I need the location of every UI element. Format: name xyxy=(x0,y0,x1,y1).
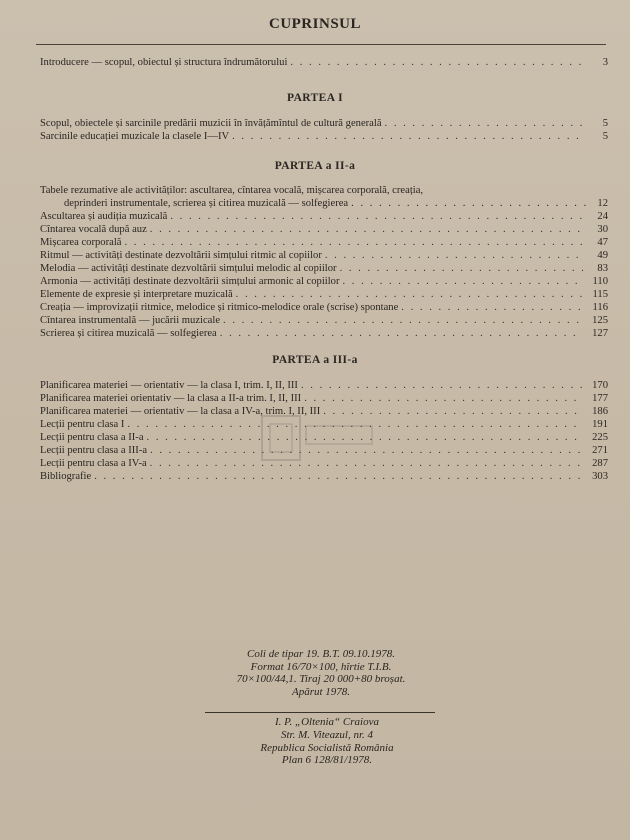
toc-entry-text: Cîntarea instrumentală — jucării muzicale xyxy=(40,315,221,326)
toc-entry-page: 110 xyxy=(592,276,608,287)
dot-leader xyxy=(343,275,584,288)
toc-entry-text: Creația — improvizații ritmice, melodice și ritmico-melodice orale (scrise) spontane xyxy=(40,302,399,313)
toc-entry-page: 177 xyxy=(592,393,608,404)
dot-leader xyxy=(223,314,583,327)
toc-entry-tables xyxy=(40,184,608,210)
toc-entry-page: 127 xyxy=(592,328,608,339)
toc-entry-page: 271 xyxy=(592,445,608,456)
toc-entry-text: Scopul, obiectele și sarcinile predării muzicii în învățămîntul de cultură generală xyxy=(40,118,382,129)
toc-entry-page: 49 xyxy=(597,250,608,261)
toc-entry xyxy=(40,236,608,249)
toc-entry-page: 303 xyxy=(592,471,608,482)
toc-entry-page: 115 xyxy=(592,289,608,300)
toc-entry-text: Bibliografie xyxy=(40,471,92,482)
dot-leader xyxy=(401,301,583,314)
toc-entry-text: Lecții pentru clasa a II-a xyxy=(40,432,144,443)
toc-entry-text: Planificarea materiei — orientativ — la clasa I, trim. I, II, III xyxy=(40,380,298,391)
dot-leader xyxy=(301,379,583,392)
imprint-line: I. P. „Oltenia“ Craiova xyxy=(274,716,379,728)
colophon-line: 70×100/44,1. Tiraj 20 000+80 broșat. xyxy=(236,673,406,686)
toc-entry-page: 12 xyxy=(597,198,608,209)
part-heading-2: PARTEA a II-a xyxy=(274,160,356,172)
toc-entry-page: 225 xyxy=(592,432,608,443)
toc-entry-text: Scrierea și citirea muzicală — solfegierea xyxy=(40,328,217,339)
colophon-line: Format 16/70×100, hîrtie T.I.B. xyxy=(250,660,392,673)
watermark-stamp xyxy=(258,410,378,466)
dot-leader xyxy=(325,249,583,262)
toc-entry-text: Mișcarea corporală xyxy=(40,237,122,248)
imprint-line: Str. M. Viteazul, nr. 4 xyxy=(280,728,374,741)
toc-entry xyxy=(40,262,608,275)
toc-entry xyxy=(40,301,608,314)
toc-entry-page: 287 xyxy=(592,458,608,469)
dot-leader xyxy=(170,210,583,223)
toc-entry-page: 5 xyxy=(602,118,608,129)
toc-entry-text: Lecții pentru clasa a IV-a xyxy=(40,458,147,469)
toc-entry xyxy=(40,210,608,223)
toc-entry-text: Planificarea materiei orientativ — la clasa a II-a trim. I, II, III xyxy=(40,393,302,404)
dot-leader xyxy=(150,223,583,236)
toc-entry xyxy=(40,130,608,143)
title-rule xyxy=(36,44,606,45)
toc-entry-page: 5 xyxy=(602,131,608,142)
toc-entry-text: Elemente de expresie și interpretare muzicală xyxy=(40,289,233,300)
dot-leader xyxy=(351,197,593,210)
toc-entry-page: 3 xyxy=(602,57,608,68)
dot-leader xyxy=(340,262,583,275)
toc-entry xyxy=(40,392,608,405)
toc-entry-page: 30 xyxy=(597,224,608,235)
toc-entry xyxy=(40,314,608,327)
colophon-line: Coli de tipar 19. B.T. 09.10.1978. xyxy=(247,648,395,660)
toc-entry-text: Cîntarea vocală după auz xyxy=(40,224,147,235)
toc-entry-text: Armonia — activități destinate dezvoltării simțului armonic al copiilor xyxy=(40,276,340,287)
toc-entry-text: Melodia — activități destinate dezvoltării simțului melodic al copiilor xyxy=(40,263,337,274)
toc-entry xyxy=(40,223,608,236)
toc-entry-text-line1: Tabele rezumative ale activităților: ascultarea, cîntarea vocală, mișcarea corporală, creația, xyxy=(40,185,424,196)
toc-entry xyxy=(40,470,608,483)
dot-leader xyxy=(232,130,583,143)
toc-entry-page: 186 xyxy=(592,406,608,417)
dot-leader xyxy=(236,288,583,301)
toc-entry-text-line2: deprinderi instrumentale, scrierea și citirea muzicală — solfegierea xyxy=(64,198,349,209)
toc-entry-intro xyxy=(40,56,608,69)
dot-leader xyxy=(124,236,583,249)
printer-imprint xyxy=(222,716,432,767)
toc-entry-text: Planificarea materiei — orientativ — la clasa a IV-a, trim. I, II, III xyxy=(40,406,321,417)
toc-entry-text: Lecții pentru clasa I xyxy=(40,419,125,430)
toc-entry-page: 116 xyxy=(592,302,608,313)
part-heading-3: PARTEA a III-a xyxy=(272,354,358,366)
dot-leader xyxy=(290,56,583,69)
toc-entry xyxy=(40,288,608,301)
toc-entry-text: Ascultarea și audiția muzicală xyxy=(40,211,168,222)
toc-entry-page: 125 xyxy=(592,315,608,326)
colophon-line: Apărut 1978. xyxy=(291,685,351,698)
toc-entry-text: Ritmul — activități destinate dezvoltării simțului ritmic al copiilor xyxy=(40,250,322,261)
imprint-line: Republica Socialistă România xyxy=(260,741,394,754)
dot-leader xyxy=(385,117,583,130)
part-heading-1: PARTEA I xyxy=(287,92,343,104)
dot-leader xyxy=(304,392,583,405)
toc-entry xyxy=(40,327,608,340)
toc-entry-page: 24 xyxy=(597,211,608,222)
dot-leader xyxy=(94,470,583,483)
colophon-rule xyxy=(205,712,435,713)
toc-entry-page: 170 xyxy=(592,380,608,391)
toc-entry-text: Sarcinile educației muzicale la clasele I—IV xyxy=(40,131,230,142)
page-title: CUPRINSUL xyxy=(268,16,361,32)
colophon xyxy=(205,648,437,698)
toc-entry xyxy=(40,249,608,262)
toc-entry-text: Introducere — scopul, obiectul și structura îndrumătorului xyxy=(40,57,288,68)
toc-entry xyxy=(40,275,608,288)
toc-entry xyxy=(40,379,608,392)
toc-entry-page: 191 xyxy=(592,419,608,430)
toc-entry-page: 83 xyxy=(597,263,608,274)
toc-entry-text: Lecții pentru clasa a III-a xyxy=(40,445,148,456)
toc-entry-page: 47 xyxy=(597,237,608,248)
imprint-line: Plan 6 128/81/1978. xyxy=(281,754,373,767)
toc-entry xyxy=(40,117,608,130)
dot-leader xyxy=(220,327,583,340)
